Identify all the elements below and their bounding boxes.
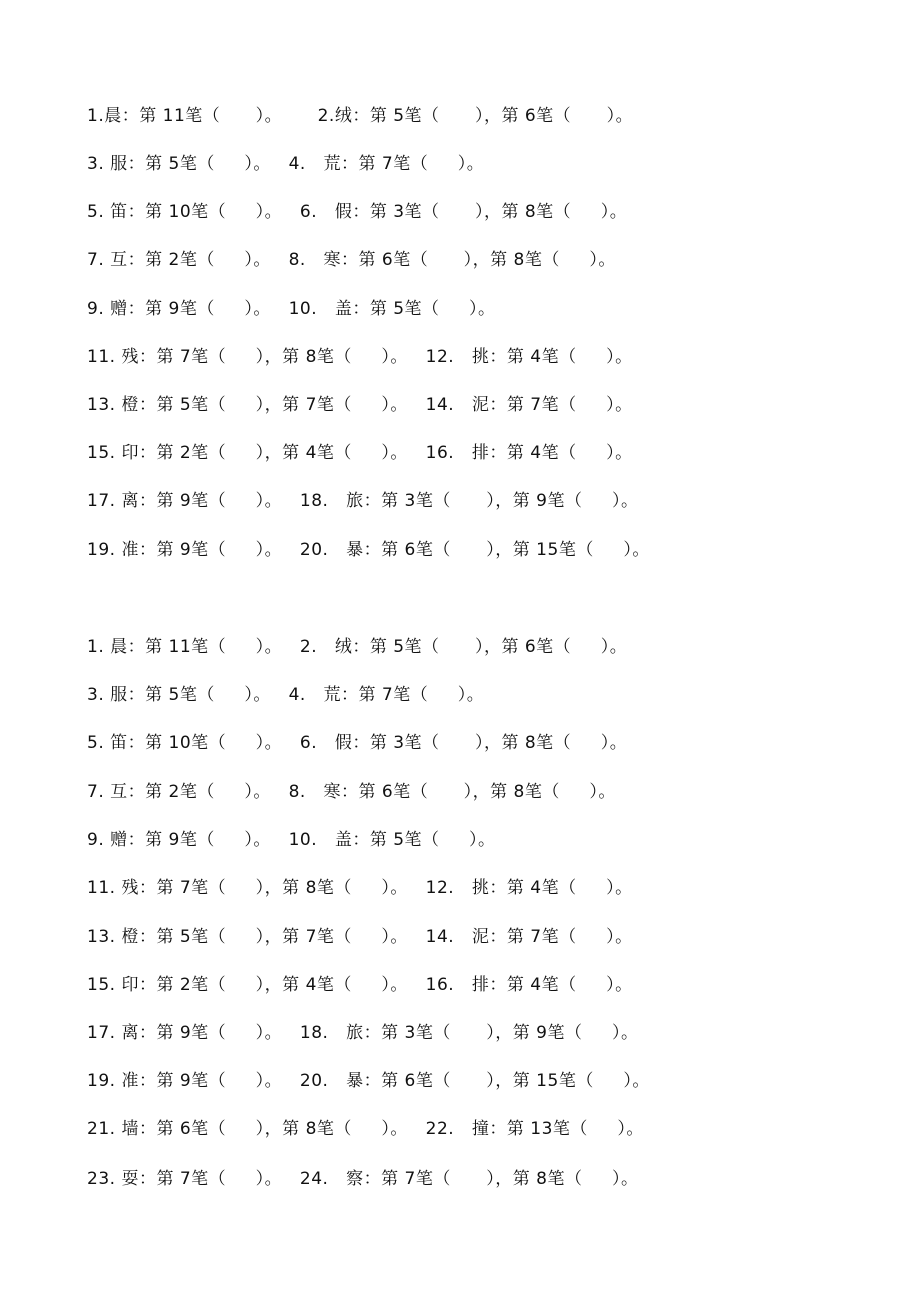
exercise-line: 19. 准：第 9笔（ ）。 20. 暴：第 6笔（ ），第 15笔（ ）。: [87, 1071, 650, 1091]
exercise-line: 17. 离：第 9笔（ ）。 18. 旅：第 3笔（ ），第 9笔（ ）。: [87, 1023, 639, 1043]
exercise-line: 9. 赠：第 9笔（ ）。 10. 盖：第 5笔（ ）。: [87, 830, 496, 850]
exercise-line: 1.晨：第 11笔（ ）。 2.绒：第 5笔（ ），第 6笔（ ）。: [87, 106, 634, 126]
exercise-line: 3. 服：第 5笔（ ）。 4. 荒：第 7笔（ ）。: [87, 685, 485, 705]
exercise-line: 17. 离：第 9笔（ ）。 18. 旅：第 3笔（ ），第 9笔（ ）。: [87, 491, 639, 511]
exercise-line: 13. 橙：第 5笔（ ），第 7笔（ ）。 14. 泥：第 7笔（ ）。: [87, 395, 633, 415]
exercise-line: 7. 互：第 2笔（ ）。 8. 寒：第 6笔（ ），第 8笔（ ）。: [87, 250, 616, 270]
exercise-line: 1. 晨：第 11笔（ ）。 2. 绒：第 5笔（ ），第 6笔（ ）。: [87, 637, 628, 657]
exercise-line: 5. 笛：第 10笔（ ）。 6. 假：第 3笔（ ），第 8笔（ ）。: [87, 202, 628, 222]
exercise-line: 7. 互：第 2笔（ ）。 8. 寒：第 6笔（ ），第 8笔（ ）。: [87, 782, 616, 802]
exercise-line: 11. 残：第 7笔（ ），第 8笔（ ）。 12. 挑：第 4笔（ ）。: [87, 878, 633, 898]
exercise-line: 11. 残：第 7笔（ ），第 8笔（ ）。 12. 挑：第 4笔（ ）。: [87, 347, 633, 367]
exercise-line: 15. 印：第 2笔（ ），第 4笔（ ）。 16. 排：第 4笔（ ）。: [87, 443, 633, 463]
exercise-line: 15. 印：第 2笔（ ），第 4笔（ ）。 16. 排：第 4笔（ ）。: [87, 975, 633, 995]
exercise-line: 9. 赠：第 9笔（ ）。 10. 盖：第 5笔（ ）。: [87, 299, 496, 319]
exercise-line: 3. 服：第 5笔（ ）。 4. 荒：第 7笔（ ）。: [87, 154, 485, 174]
exercise-line: 21. 墙：第 6笔（ ），第 8笔（ ）。 22. 撞：第 13笔（ ）。: [87, 1119, 644, 1139]
exercise-line: 23. 耍：第 7笔（ ）。 24. 察：第 7笔（ ），第 8笔（ ）。: [87, 1169, 639, 1189]
exercise-line: 19. 准：第 9笔（ ）。 20. 暴：第 6笔（ ），第 15笔（ ）。: [87, 540, 650, 560]
exercise-line: 13. 橙：第 5笔（ ），第 7笔（ ）。 14. 泥：第 7笔（ ）。: [87, 927, 633, 947]
exercise-line: 5. 笛：第 10笔（ ）。 6. 假：第 3笔（ ），第 8笔（ ）。: [87, 733, 628, 753]
